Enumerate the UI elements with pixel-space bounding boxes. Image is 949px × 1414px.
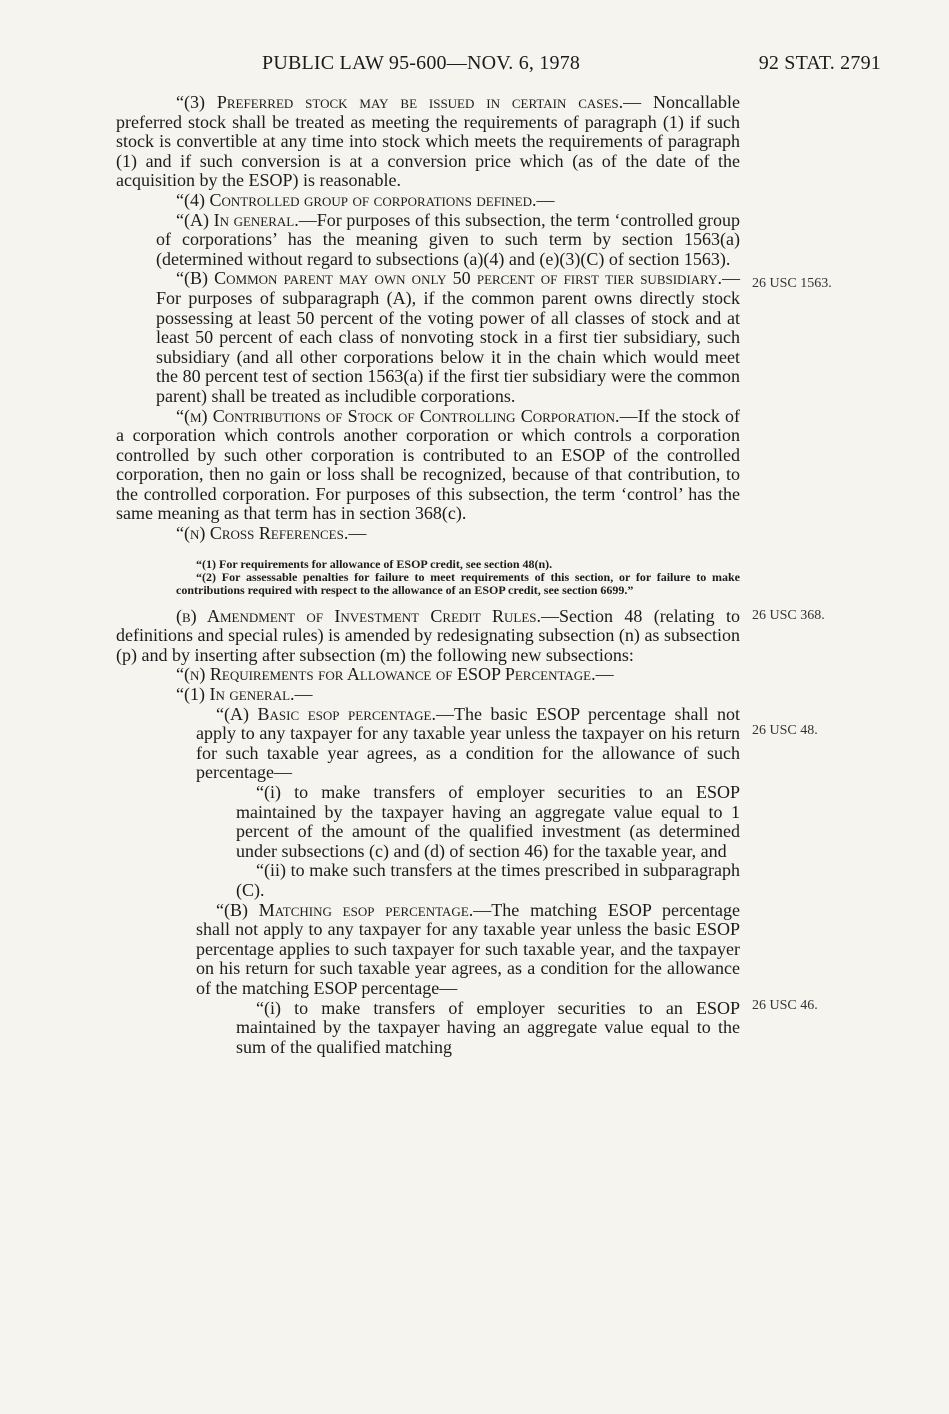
subparagraph-a bbox=[116, 705, 740, 783]
new-subsection-n-heading: “(n) Requirements for Allowance of ESOP Percentage.— bbox=[176, 664, 614, 685]
subparagraph-4a-heading: “(A) In general. bbox=[176, 209, 299, 230]
subparagraph-4b-text: —For purposes of subparagraph (A), if the common parent owns directly stock possessing at least 50 percent of the voting power of all classes of stock and at least 50 percent of each class of nonvoting stock in a first tier subsidiary, such subsidiary (and all other corporations below it in the chain which would meet the 80 percent test of section 1563(a) if the first tier subsidiary were the common parent) shall be treated as includible corporations. bbox=[156, 268, 740, 406]
subparagraph-a-heading: “(A) Basic esop percentage. bbox=[216, 703, 436, 724]
paragraph-4-heading: “(4) Controlled group of corporations defined.— bbox=[176, 189, 555, 210]
subparagraph-4a-text: —For purposes of this subsection, the term ‘controlled group of corporations’ has the meaning given to such term by section 1563(a) (determined without regard to subsections (a)(4) and (e)(3)(C) of section 1563). bbox=[156, 209, 740, 269]
paragraph-3 bbox=[116, 93, 740, 191]
margin-note-1563: 26 USC 1563. bbox=[752, 276, 832, 291]
cross-reference-1: “(1) For requirements for allowance of ESOP credit, see section 48(n). bbox=[196, 556, 553, 571]
subparagraph-4b-heading: “(B) Common parent may own only 50 percent of first tier subsidiary. bbox=[176, 268, 722, 289]
running-head bbox=[0, 52, 949, 80]
paragraph-3-heading: “(3) Preferred stock may be issued in certain cases.— bbox=[176, 92, 642, 112]
subsection-m bbox=[116, 407, 740, 525]
subparagraph-b bbox=[116, 901, 740, 999]
margin-note-368: 26 USC 368. bbox=[752, 608, 825, 623]
clause-b-i: “(i) to make transfers of employer securities to an ESOP maintained by the taxpayer having an aggregate value equal to the sum of the qualified matching bbox=[236, 997, 740, 1057]
subparagraph-a-text: —The basic ESOP percentage shall not apply to any taxpayer for any taxable year unless the taxpayer on his return for such taxable year agrees, as a condition for the allowance of such percentage— bbox=[196, 703, 740, 783]
running-title: PUBLIC LAW 95-600—NOV. 6, 1978 bbox=[262, 52, 581, 74]
margin-note-46: 26 USC 46. bbox=[752, 998, 818, 1013]
subsection-b-heading: (b) Amendment of Investment Credit Rules. bbox=[176, 605, 542, 626]
body-text bbox=[116, 93, 740, 1057]
clause-a-i: “(i) to make transfers of employer securities to an ESOP maintained by the taxpayer having an aggregate value equal to 1 percent of the amount of the qualified investment (as determined under subsections (c) and (d) of section 46) for the taxable year, and bbox=[236, 782, 740, 861]
paragraph-3-text: Noncallable preferred stock shall be treated as meeting the requirements of paragraph (1) if such stock is convertible at any time into stock which meets the requirements of paragraph (1) and if such conversion is at a conversion price which (as of the date of the acquisition by the ESOP) is reasonable. bbox=[116, 92, 741, 191]
subsection-m-heading: “(m) Contributions of Stock of Controlling Corporation. bbox=[176, 405, 620, 426]
subparagraph-4a bbox=[116, 211, 740, 270]
clause-a-ii: “(ii) to make such transfers at the times prescribed in subparagraph (C). bbox=[236, 860, 740, 900]
cross-reference-2: “(2) For assessable penalties for failure to meet requirements of this section, or for failure to make contributions required with respect to the allowance of an ESOP credit, see section 6699.” bbox=[176, 569, 740, 597]
subsection-b bbox=[116, 607, 740, 666]
subparagraph-b-text: —The matching ESOP percentage shall not apply to any taxpayer for any taxable year unless the basic ESOP percentage applies to such taxpayer for such taxable year, and the taxpayer on his return for such taxable year agrees, as a condition for the allowance of the matching ESOP percentage— bbox=[196, 899, 740, 998]
new-paragraph-1-heading: “(1) In general.— bbox=[176, 684, 313, 705]
margin-note-48: 26 USC 48. bbox=[752, 723, 818, 738]
subsection-n-heading: “(n) Cross References.— bbox=[176, 523, 367, 544]
subsection-b-text: —Section 48 (relating to definitions and special rules) is amended by redesignating subsection (n) as subsection (p) and by inserting after subsection (m) the following new subsections: bbox=[116, 605, 740, 665]
stat-page-number: 92 STAT. 2791 bbox=[758, 52, 881, 74]
subparagraph-4b bbox=[116, 269, 740, 406]
subparagraph-b-heading: “(B) Matching esop percentage. bbox=[216, 899, 474, 920]
subsection-m-text: —If the stock of a corporation which controls another corporation or which controls a corporation controlled by such other corporation is contributed to an ESOP of the controlled corporation, then no gain or loss shall be recognized, because of that contribution, to the controlled corporation. For purposes of this subsection, the term ‘control’ has the same meaning as that term has in section 368(c). bbox=[116, 405, 740, 524]
